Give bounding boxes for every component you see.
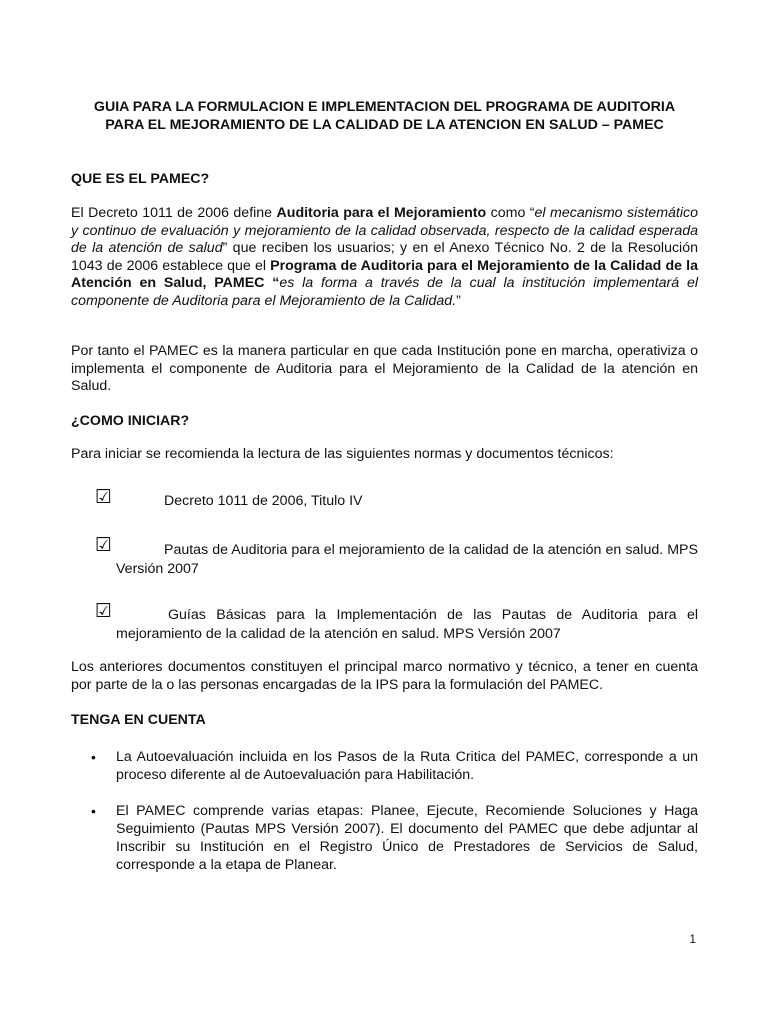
def-italic-1: el mecanismo sistemático y continuo de evaluación y mejoramiento de la calidad observada, respecto de la calidad esperada de la atención de salud [71, 205, 698, 256]
paragraph-marco-normativo: Los anteriores documentos constituyen el principal marco normativo y técnico, a tener en cuenta por parte de la o las personas encargadas de la IPS para la formulación del PAMEC. [71, 659, 698, 693]
title-line-2: PARA EL MEJORAMIENTO DE LA CALIDAD DE LA ATENCION EN SALUD – PAMEC [105, 117, 664, 133]
paragraph-intro-lectura: Para iniciar se recomienda la lectura de las siguientes normas y documentos técnicos: [71, 446, 614, 462]
check-item-1: Decreto 1011 de 2006, Titulo IV [164, 493, 363, 509]
def-bold-1: Auditoria para el Mejoramiento [276, 205, 487, 221]
def-text-1: El Decreto 1011 de 2006 define [71, 205, 277, 221]
check-item-3: Guías Básicas para la Implementación de las Pautas de Auditoria para el mejoramiento de la calidad de la atención en salud. MPS Versión 2007 [116, 607, 698, 642]
def-text-3: ” que reciben los usuarios; y en el Anexo Técnico No. 2 de la Resolución 1043 de 2006 establece que el [71, 240, 698, 274]
checkbox-checked-icon: ☑ [95, 486, 113, 508]
heading-como-iniciar: ¿COMO INICIAR? [71, 413, 190, 429]
def-text-4: ” [456, 292, 461, 309]
checkbox-checked-icon: ☑ [95, 534, 113, 556]
page-number: 1 [689, 932, 696, 946]
checkbox-checked-icon: ☑ [95, 600, 113, 622]
bullet-icon: • [91, 749, 96, 765]
document-title [71, 98, 698, 134]
heading-que-es-pamec: QUE ES EL PAMEC? [71, 171, 210, 187]
paragraph-definition [71, 205, 698, 310]
heading-tenga-en-cuenta: TENGA EN CUENTA [71, 712, 206, 728]
def-italic-2: es la forma a través de la cual la institución implementará el componente de Auditoria para el Mejoramiento de la Calidad. [71, 275, 698, 309]
bullet-icon: • [91, 803, 96, 819]
bullet-item-1: La Autoevaluación incluida en los Pasos de la Ruta Critica del PAMEC, corresponde a un proceso diferente al de Autoevaluación para Habilitación. [116, 749, 698, 783]
check-item-2: Pautas de Auditoria para el mejoramiento de la calidad de la atención en salud. MPS Versión 2007 [116, 542, 698, 577]
def-text-2: como “ [486, 205, 535, 221]
bullet-item-2: El PAMEC comprende varias etapas: Planee, Ejecute, Recomiende Soluciones y Haga Seguimiento (Pautas MPS Versión 2007). El documento del PAMEC que debe adjuntar al Inscribir su Institución en el Registro Único de Prestadores de Servicios de Salud, corresponde a la etapa de Planear. [116, 803, 698, 873]
def-bold-2: Programa de Auditoria para el Mejoramiento de la Calidad de la Atención en Salud, PAMEC “ [71, 257, 698, 291]
paragraph-por-tanto: Por tanto el PAMEC es la manera particular en que cada Institución pone en marcha, operativiza o implementa el componente de Auditoria para el Mejoramiento de la Calidad de la atención en Salud. [71, 343, 698, 394]
title-line-1: GUIA PARA LA FORMULACION E IMPLEMENTACION DEL PROGRAMA DE AUDITORIA [93, 99, 676, 115]
